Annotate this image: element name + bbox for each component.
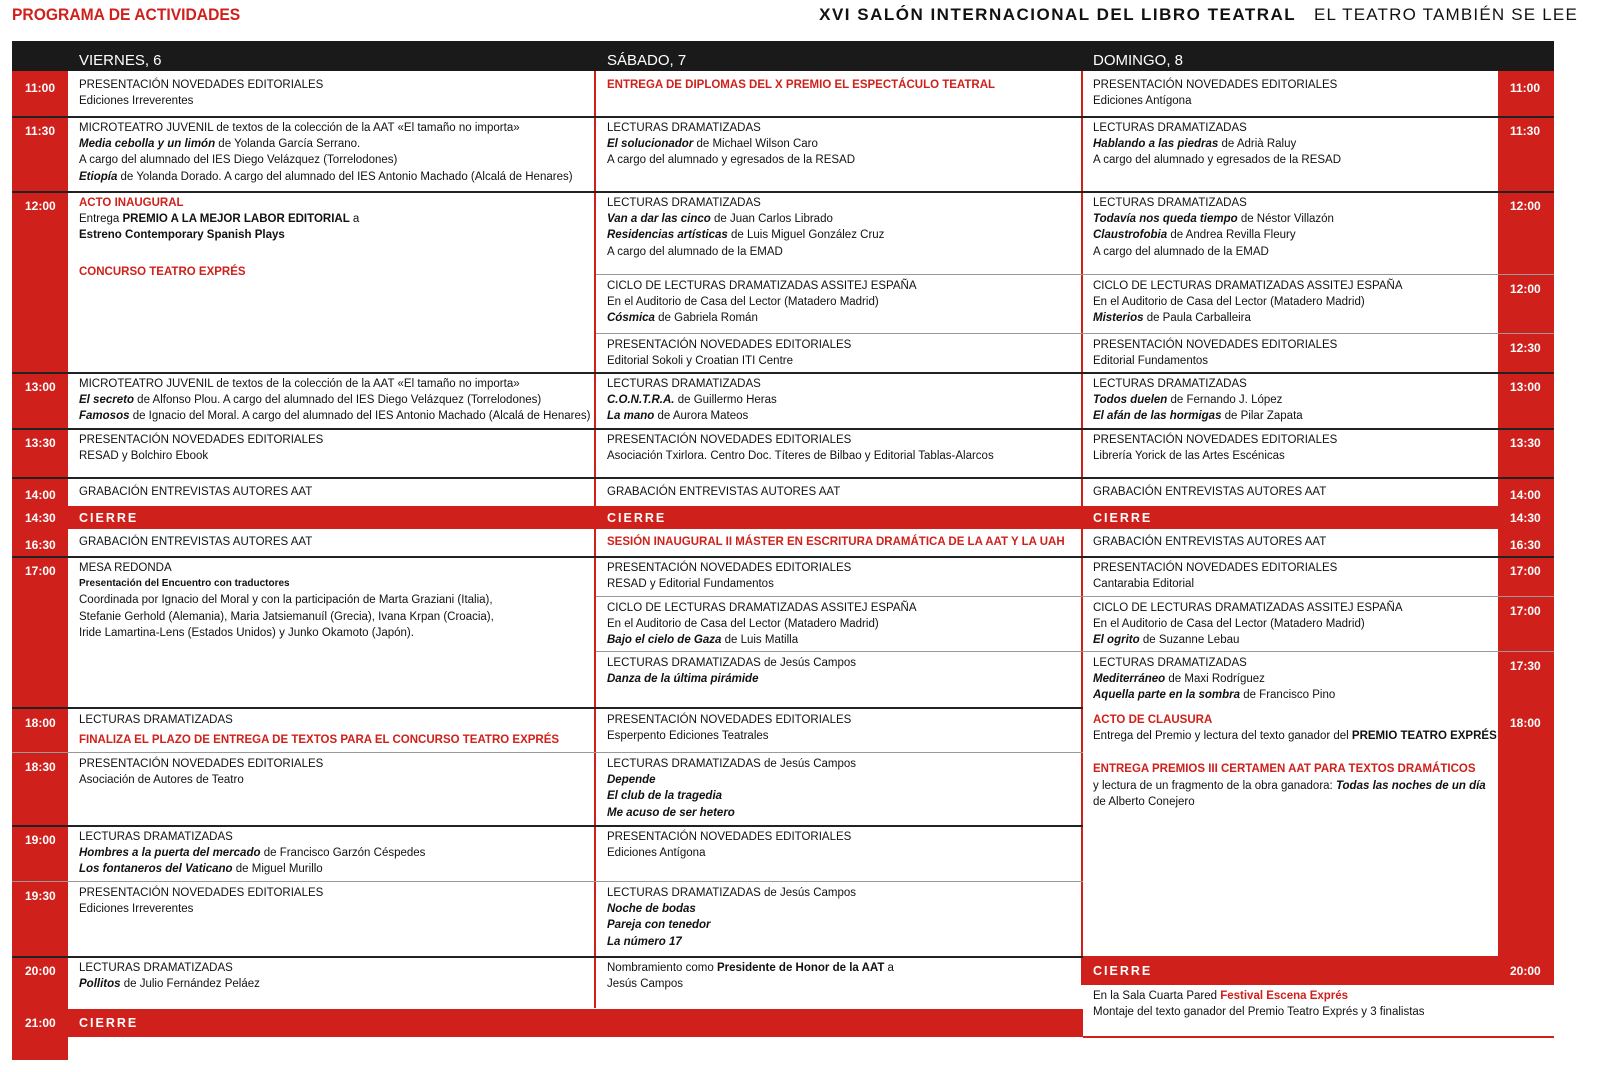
event-detail: Noche de bodas	[607, 903, 696, 916]
event-title: ACTO INAUGURAL	[79, 197, 184, 209]
event-detail: Nombramiento como Presidente de Honor de la AAT a	[607, 962, 894, 974]
sat-1300	[597, 370, 777, 425]
day-header-bar	[12, 41, 1554, 71]
event-type: LECTURAS DRAMATIZADAS	[79, 962, 233, 974]
sun-1800	[1083, 706, 1497, 810]
event-detail: Asociación de Autores de Teatro	[79, 774, 244, 787]
event-type: CICLO DE LECTURAS DRAMATIZADAS ASSITEJ ESPAÑA	[607, 602, 917, 614]
event-detail: Editorial Sokoli y Croatian ITI Centre	[607, 355, 793, 368]
time-label: 19:00	[25, 833, 56, 847]
event-type: LECTURAS DRAMATIZADAS	[1093, 378, 1247, 390]
day-sunday: DOMINGO, 8	[1093, 52, 1184, 69]
cierre-label: CIERRE	[1093, 511, 1153, 525]
event-detail: En el Auditorio de Casa del Lector (Matadero Madrid)	[607, 618, 879, 631]
event-detail: Montaje del texto ganador del Premio Teatro Exprés y 3 finalistas	[1093, 1006, 1425, 1019]
time-label: 11:00	[25, 81, 56, 95]
fri-1100	[69, 71, 323, 109]
event-detail: Media cebolla y un limón de Yolanda García Serrano.	[79, 138, 361, 151]
time-label: 13:30	[1510, 436, 1541, 450]
sat-1830	[597, 750, 856, 821]
event-detail: Estreno Contemporary Spanish Plays	[79, 229, 285, 242]
event-detail: Claustrofobia de Andrea Revilla Fleury	[1093, 229, 1296, 242]
event-type: MICROTEATRO JUVENIL de textos de la colección de la AAT «El tamaño no importa»	[79, 122, 520, 134]
event-detail: Etiopía de Yolanda Dorado. A cargo del alumnado del IES Antonio Machado (Alcalá de Henares)	[79, 170, 573, 183]
event-detail: Coordinada por Ignacio del Moral y con la participación de Marta Graziani (Italia),	[79, 594, 493, 607]
fri-1130	[69, 114, 573, 185]
time-label: 18:30	[25, 760, 56, 774]
event-detail: Librería Yorick de las Artes Escénicas	[1093, 450, 1285, 463]
cierre-bar-1430	[12, 506, 1554, 529]
event-detail: Ediciones Irreverentes	[79, 95, 194, 108]
event-detail: Bajo el cielo de Gaza de Luis Matilla	[607, 634, 799, 647]
event-detail: En la Sala Cuarta Pared Festival Escena Exprés	[1093, 990, 1349, 1002]
fri-1930	[69, 879, 323, 917]
time-label: 11:00	[1510, 81, 1541, 95]
time-label: 14:00	[25, 488, 56, 502]
fri-1330	[69, 426, 323, 464]
event-detail: El ogrito de Suzanne Lebau	[1093, 634, 1240, 647]
sun-1130	[1083, 114, 1341, 169]
cierre-label: CIERRE	[79, 1016, 139, 1030]
event-type: PRESENTACIÓN NOVEDADES EDITORIALES	[79, 887, 324, 899]
event-detail: Esperpento Ediciones Teatrales	[607, 730, 769, 743]
event-detail: La número 17	[607, 935, 682, 948]
time-label: 17:00	[1510, 564, 1541, 578]
fri-1700	[69, 554, 494, 641]
event-type: MICROTEATRO JUVENIL de textos de la colección de la AAT «El tamaño no importa»	[79, 378, 520, 390]
sun-1630	[1083, 528, 1326, 550]
event-detail: Van a dar las cinco de Juan Carlos Librado	[607, 213, 833, 226]
event-detail: Mediterráneo de Maxi Rodríguez	[1093, 673, 1265, 686]
event-type: LECTURAS DRAMATIZADAS de Jesús Campos	[607, 887, 857, 899]
sun-1100	[1083, 71, 1337, 109]
time-label: 18:00	[1510, 716, 1541, 730]
sun-1700a	[1083, 554, 1337, 592]
time-label: 16:30	[1510, 538, 1541, 552]
event-detail: En el Auditorio de Casa del Lector (Matadero Madrid)	[1093, 296, 1365, 309]
event-detail: Danza de la última pirámide	[607, 673, 759, 686]
event-detail: Asociación Txirlora. Centro Doc. Títeres de Bilbao y Editorial Tablas-Alarcos	[607, 450, 994, 463]
fri-2000	[69, 954, 260, 992]
sat-1630	[597, 528, 1065, 550]
event-type: LECTURAS DRAMATIZADAS	[1093, 197, 1247, 209]
event-detail: Ediciones Antígona	[607, 847, 706, 860]
event-notice: FINALIZA EL PLAZO DE ENTREGA DE TEXTOS PARA EL CONCURSO TEATRO EXPRÉS	[79, 734, 560, 747]
event-type: LECTURAS DRAMATIZADAS	[1093, 657, 1247, 669]
sat-1800	[597, 706, 851, 744]
event-detail: Depende	[607, 774, 656, 787]
event-type: PRESENTACIÓN NOVEDADES EDITORIALES	[607, 831, 852, 843]
event-type: GRABACIÓN ENTREVISTAS AUTORES AAT	[79, 536, 313, 548]
event-title: ENTREGA PREMIOS III CERTAMEN AAT PARA TEXTOS DRAMÁTICOS	[1093, 763, 1476, 776]
event-type: PRESENTACIÓN NOVEDADES EDITORIALES	[1093, 79, 1338, 91]
event-type: PRESENTACIÓN NOVEDADES EDITORIALES	[607, 339, 852, 351]
event-detail: Famosos de Ignacio del Moral. A cargo del alumnado del IES Antonio Machado (Alcalá de Henares)	[79, 410, 591, 423]
event-title: ACTO DE CLAUSURA	[1093, 714, 1213, 726]
sat-1230	[597, 331, 851, 369]
sun-1730	[1083, 649, 1335, 704]
event-detail: Me acuso de ser hetero	[607, 806, 735, 819]
time-label: 16:30	[25, 538, 56, 552]
time-label: 11:30	[1510, 124, 1541, 138]
event-detail: El solucionador de Michael Wilson Caro	[607, 138, 818, 151]
day-friday: VIERNES, 6	[79, 52, 162, 69]
sat-1400	[597, 478, 840, 500]
event-detail: A cargo del alumnado de la EMAD	[1093, 245, 1269, 258]
sat-1330	[597, 426, 994, 464]
time-label: 21:00	[25, 1016, 56, 1030]
event-detail: En el Auditorio de Casa del Lector (Matadero Madrid)	[607, 296, 879, 309]
event-type: PRESENTACIÓN NOVEDADES EDITORIALES	[1093, 339, 1338, 351]
event-type: PRESENTACIÓN NOVEDADES EDITORIALES	[607, 714, 852, 726]
time-label: 11:30	[25, 124, 56, 138]
event-detail: de Alberto Conejero	[1093, 795, 1195, 808]
time-label: 17:00	[1510, 604, 1541, 618]
event-detail: Pollitos de Julio Fernández Peláez	[79, 978, 260, 991]
event-detail: RESAD y Bolchiro Ebook	[79, 450, 209, 463]
time-label: 18:00	[25, 716, 56, 730]
event-title	[819, 5, 1578, 25]
event-detail: Misterios de Paula Carballeira	[1093, 312, 1251, 325]
event-title: SESIÓN INAUGURAL II MÁSTER EN ESCRITURA DRAMÁTICA DE LA AAT Y LA UAH	[607, 536, 1065, 548]
event-type: LECTURAS DRAMATIZADAS	[607, 378, 761, 390]
time-label: 17:30	[1510, 659, 1541, 673]
event-detail: Ediciones Irreverentes	[79, 903, 194, 916]
event-detail: A cargo del alumnado del IES Diego Velázquez (Torrelodones)	[79, 154, 398, 167]
event-type: GRABACIÓN ENTREVISTAS AUTORES AAT	[1093, 486, 1327, 498]
event-type: LECTURAS DRAMATIZADAS de Jesús Campos	[607, 657, 857, 669]
event-type: GRABACIÓN ENTREVISTAS AUTORES AAT	[1093, 536, 1327, 548]
event-detail: El afán de las hormigas de Pilar Zapata	[1093, 410, 1303, 423]
time-label: 14:00	[1510, 488, 1541, 502]
event-type: LECTURAS DRAMATIZADAS de Jesús Campos	[607, 758, 857, 770]
sun-1700b	[1083, 594, 1403, 649]
time-label: 12:30	[1510, 341, 1541, 355]
event-detail: y lectura de un fragmento de la obra ganadora: Todas las noches de un día	[1093, 779, 1486, 792]
time-label: 13:30	[25, 436, 56, 450]
event-type: PRESENTACIÓN NOVEDADES EDITORIALES	[79, 758, 324, 770]
row-divider	[1083, 1036, 1554, 1038]
event-type: LECTURAS DRAMATIZADAS	[1093, 122, 1247, 134]
event-type: GRABACIÓN ENTREVISTAS AUTORES AAT	[79, 486, 313, 498]
event-type: LECTURAS DRAMATIZADAS	[79, 831, 233, 843]
event-detail: Todavía nos queda tiempo de Néstor Villazón	[1093, 213, 1334, 226]
event-detail: Residencias artísticas de Luis Miguel González Cruz	[607, 229, 885, 242]
event-detail: Entrega del Premio y lectura del texto ganador del PREMIO TEATRO EXPRÉS	[1093, 730, 1497, 743]
schedule-grid	[12, 41, 1590, 1060]
event-type: PRESENTACIÓN NOVEDADES EDITORIALES	[607, 434, 852, 446]
event-detail: A cargo del alumnado y egresados de la RESAD	[1093, 154, 1342, 167]
event-detail: Cósmica de Gabriela Román	[607, 312, 758, 325]
sun-1330	[1083, 426, 1337, 464]
time-label: 12:00	[25, 199, 56, 213]
sat-1200a	[597, 189, 884, 260]
event-type: MESA REDONDA	[79, 562, 172, 574]
event-detail: Hablando a las piedras de Adrià Raluy	[1093, 138, 1297, 151]
event-type: LECTURAS DRAMATIZADAS	[79, 714, 233, 726]
sun-1200a	[1083, 189, 1334, 260]
event-type: CICLO DE LECTURAS DRAMATIZADAS ASSITEJ ESPAÑA	[1093, 602, 1403, 614]
fri-1400	[69, 478, 312, 500]
time-label: 13:00	[1510, 380, 1541, 394]
event-detail: A cargo del alumnado de la EMAD	[607, 245, 783, 258]
sat-1130	[597, 114, 855, 169]
sat-1100	[597, 71, 995, 93]
sun-1230	[1083, 331, 1337, 369]
cierre-bar-2100	[12, 1009, 1083, 1037]
event-subtitle: Presentación del Encuentro con traductores	[79, 578, 290, 590]
event-type: GRABACIÓN ENTREVISTAS AUTORES AAT	[607, 486, 841, 498]
time-label: 20:00	[25, 964, 56, 978]
sun-1400	[1083, 478, 1326, 500]
sat-1930	[597, 879, 856, 950]
event-type: PRESENTACIÓN NOVEDADES EDITORIALES	[1093, 434, 1338, 446]
sun-1300	[1083, 370, 1303, 425]
event-detail: La mano de Aurora Mateos	[607, 410, 749, 423]
event-detail: En el Auditorio de Casa del Lector (Matadero Madrid)	[1093, 618, 1365, 631]
event-detail: C.O.N.T.R.A. de Guillermo Heras	[607, 394, 777, 407]
time-label: 19:30	[25, 889, 56, 903]
fri-1830	[69, 750, 323, 788]
sat-1730	[597, 649, 856, 687]
sun-1200b	[1083, 272, 1403, 327]
event-detail: Editorial Fundamentos	[1093, 355, 1209, 368]
event-detail: RESAD y Editorial Fundamentos	[607, 578, 774, 591]
event-detail: Aquella parte en la sombra de Francisco Pino	[1093, 689, 1336, 702]
cierre-bar-sunday-2000	[1083, 956, 1554, 985]
event-type: PRESENTACIÓN NOVEDADES EDITORIALES	[1093, 562, 1338, 574]
time-label: 14:30	[25, 511, 56, 525]
time-label: 14:30	[1510, 511, 1541, 525]
event-title: ENTREGA DE DIPLOMAS DEL X PREMIO EL ESPECTÁCULO TEATRAL	[607, 79, 996, 91]
time-label: 12:00	[1510, 282, 1541, 296]
event-detail: Hombres a la puerta del mercado de Francisco Garzón Céspedes	[79, 847, 426, 860]
event-detail: Cantarabia Editorial	[1093, 578, 1195, 591]
sat-2000	[597, 954, 894, 992]
event-detail: El club de la tragedia	[607, 790, 723, 803]
event-name: XVI SALÓN INTERNACIONAL DEL LIBRO TEATRAL	[819, 5, 1297, 24]
event-type: CICLO DE LECTURAS DRAMATIZADAS ASSITEJ ESPAÑA	[607, 280, 917, 292]
time-label: 20:00	[1510, 964, 1541, 978]
event-type: CICLO DE LECTURAS DRAMATIZADAS ASSITEJ ESPAÑA	[1093, 280, 1403, 292]
event-type: LECTURAS DRAMATIZADAS	[607, 197, 761, 209]
event-type: PRESENTACIÓN NOVEDADES EDITORIALES	[79, 79, 324, 91]
event-type: LECTURAS DRAMATIZADAS	[607, 122, 761, 134]
time-label: 13:00	[25, 380, 56, 394]
cierre-label: CIERRE	[79, 511, 139, 525]
event-detail: Pareja con tenedor	[607, 919, 711, 932]
event-slogan: EL TEATRO TAMBIÉN SE LEE	[1313, 5, 1578, 24]
fri-1800	[69, 706, 559, 748]
event-detail: Iride Lamartina-Lens (Estados Unidos) y Junko Okamoto (Japón).	[79, 626, 414, 639]
time-label: 20:00	[1510, 991, 1541, 1005]
event-detail: El secreto de Alfonso Plou. A cargo del alumnado del IES Diego Velázquez (Torrelodones)	[79, 394, 542, 407]
event-type: PRESENTACIÓN NOVEDADES EDITORIALES	[607, 562, 852, 574]
cierre-label: CIERRE	[1093, 964, 1153, 978]
day-saturday: SÁBADO, 7	[607, 52, 687, 69]
sat-1200b	[597, 272, 917, 327]
event-detail: Los fontaneros del Vaticano de Miguel Murillo	[79, 863, 323, 876]
time-label: 12:00	[1510, 199, 1541, 213]
cierre-label: CIERRE	[607, 511, 667, 525]
event-detail: Ediciones Antígona	[1093, 95, 1192, 108]
event-detail: Entrega PREMIO A LA MEJOR LABOR EDITORIAL a	[79, 213, 360, 226]
event-title: CONCURSO TEATRO EXPRÉS	[79, 265, 246, 278]
event-detail: Jesús Campos	[607, 978, 684, 991]
sat-1900	[597, 823, 851, 861]
fri-1200	[69, 189, 359, 280]
event-detail: Stefanie Gerhold (Alemania), Maria Jatsiemanuíl (Grecia), Ivana Krpan (Croacia),	[79, 610, 494, 623]
sun-2000	[1083, 982, 1425, 1020]
event-detail: Todos duelen de Fernando J. López	[1093, 394, 1283, 407]
fri-1900	[69, 823, 425, 878]
time-label: 17:00	[25, 564, 56, 578]
sat-1700b	[597, 594, 917, 649]
program-title: PROGRAMA DE ACTIVIDADES	[12, 5, 241, 24]
event-detail: A cargo del alumnado y egresados de la RESAD	[607, 154, 856, 167]
column-separator	[594, 71, 596, 1008]
sat-1700a	[597, 554, 851, 592]
fri-1630	[69, 528, 312, 550]
fri-1300	[69, 370, 590, 425]
event-type: PRESENTACIÓN NOVEDADES EDITORIALES	[79, 434, 324, 446]
